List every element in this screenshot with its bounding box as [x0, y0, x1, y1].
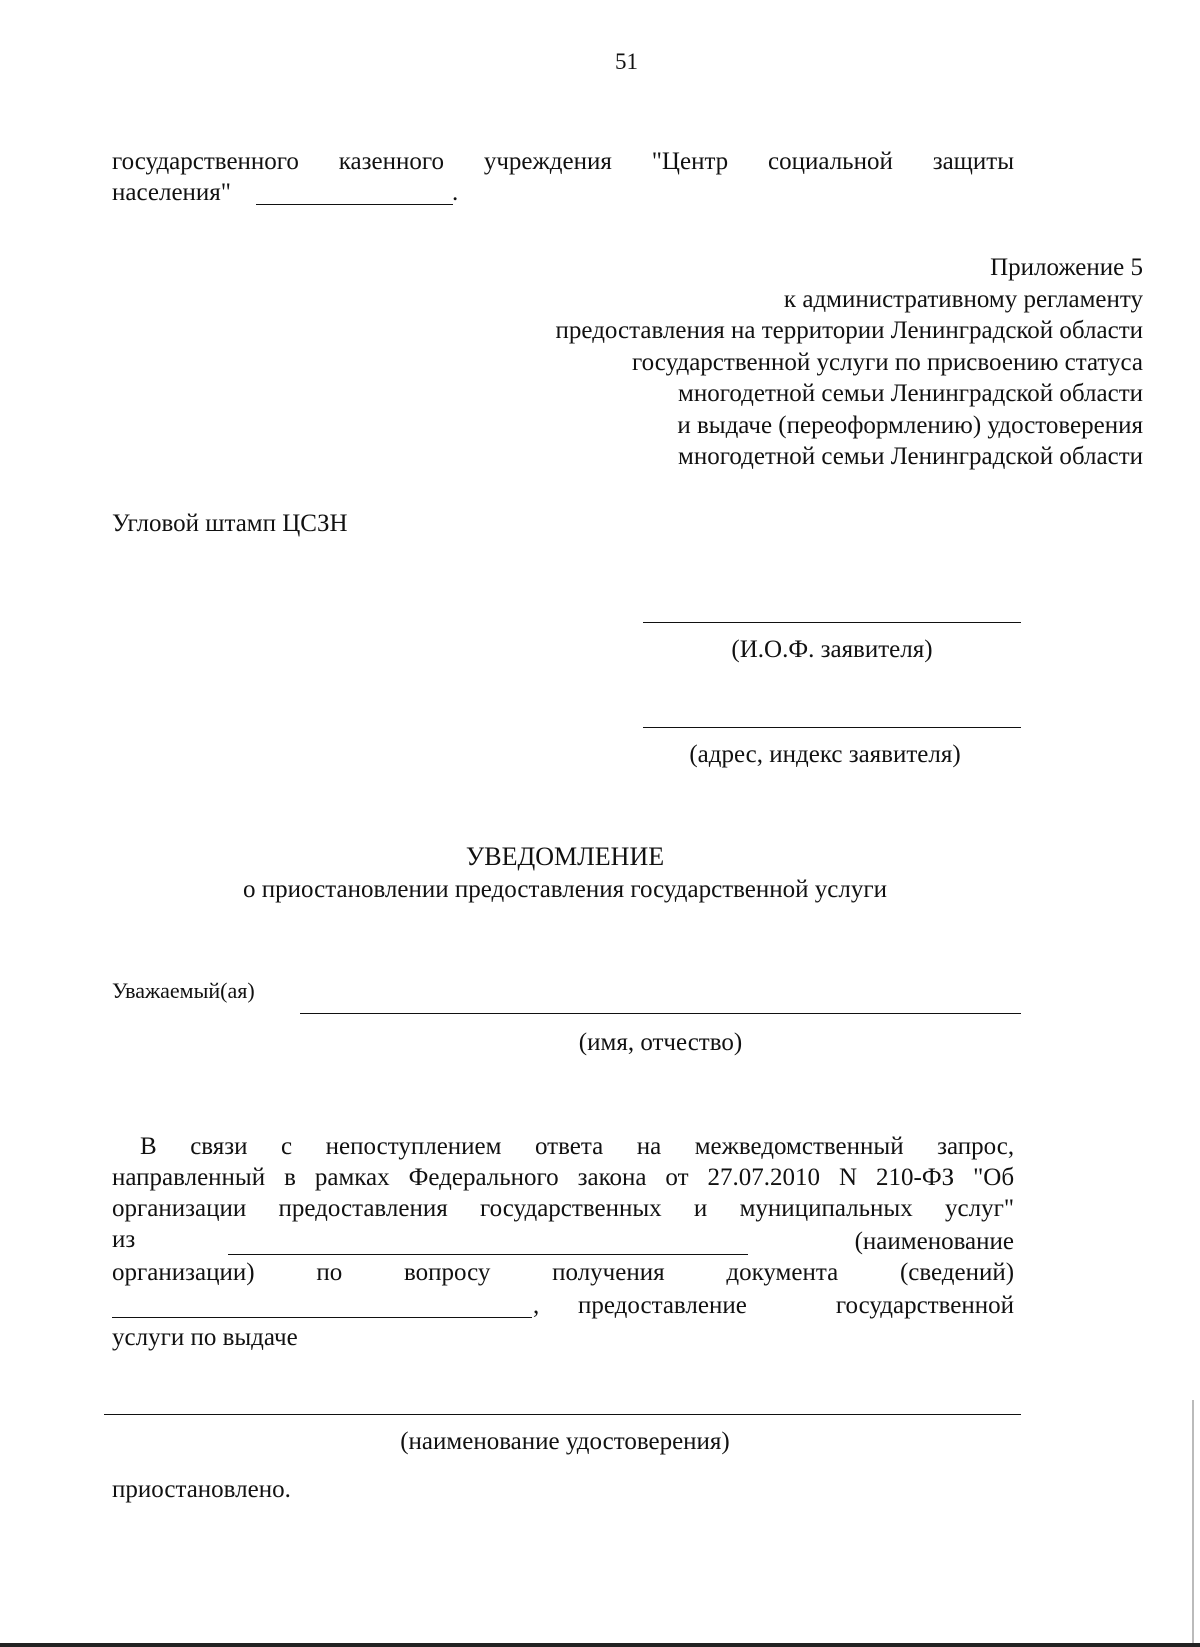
body-line-6-comma: , [533, 1292, 540, 1319]
appendix-line: предоставления на территории Ленинградской области [555, 317, 1143, 344]
document-blank-line [112, 1317, 532, 1318]
body-word: и [693, 1195, 708, 1222]
body-line-5 [112, 1257, 1014, 1288]
intro-word: социальной [768, 148, 893, 175]
body-word: запрос, [937, 1133, 1015, 1160]
body-line-4-from: из [112, 1226, 136, 1253]
greeting-caption: (имя, отчество) [578, 1029, 743, 1056]
intro-word: казенного [338, 148, 445, 175]
intro-blank-line [256, 204, 453, 205]
body-word: организации) [112, 1259, 255, 1286]
greeting-label: Уважаемый(ая) [112, 978, 255, 1003]
scan-edge-line [1192, 1400, 1194, 1643]
certificate-caption: (наименование удостоверения) [400, 1428, 730, 1455]
body-word: в [284, 1164, 296, 1191]
appendix-line: многодетной семьи Ленинградской области [678, 443, 1143, 470]
applicant-address-line [643, 727, 1021, 728]
body-word: с [281, 1133, 293, 1160]
body-word: организации [112, 1195, 247, 1222]
appendix-line: и выдаче (переоформлению) удостоверения [677, 411, 1143, 439]
appendix-line: многодетной семьи Ленинградской области [678, 380, 1143, 407]
applicant-address-caption: (адрес, индекс заявителя) [689, 741, 961, 768]
intro-word: защиты [932, 148, 1015, 175]
notice-subtitle: о приостановлении предоставления государственной услуги [243, 876, 887, 903]
scan-bottom-edge [0, 1643, 1200, 1647]
body-word: государственных [480, 1195, 662, 1222]
body-word: государственной [835, 1292, 1014, 1319]
body-word: рамках [314, 1164, 390, 1191]
body-word: связи [190, 1133, 248, 1160]
body-word: муниципальных [739, 1195, 913, 1222]
body-word: (сведений) [899, 1259, 1015, 1286]
body-word: предоставление [578, 1292, 747, 1319]
stamp-label: Угловой штамп ЦСЗН [112, 510, 348, 537]
intro-word: учреждения [483, 148, 612, 175]
body-word: закона [577, 1164, 647, 1191]
appendix-line: Приложение 5 [990, 254, 1143, 281]
body-word: Федерального [408, 1164, 559, 1191]
body-line-7: услуги по выдаче [112, 1324, 298, 1351]
organization-blank-line [228, 1254, 748, 1255]
appendix-line: к административному регламенту [783, 285, 1143, 313]
appendix-line: государственной услуги по присвоению статуса [632, 348, 1143, 376]
body-line-4-name-label: (наименование [854, 1228, 1014, 1255]
page-number: 51 [615, 49, 638, 74]
applicant-name-caption: (И.О.Ф. заявителя) [731, 636, 933, 663]
body-word: услуг" [945, 1195, 1015, 1222]
body-word: по [316, 1259, 343, 1286]
appendix-block [556, 252, 1143, 473]
body-word: 27.07.2010 [707, 1164, 820, 1191]
body-word: N [838, 1164, 858, 1191]
body-word: "Об [973, 1164, 1015, 1191]
body-word: документа [726, 1259, 839, 1286]
closing-text: приостановлено. [112, 1476, 291, 1503]
body-word: межведомственный [694, 1133, 904, 1160]
intro-word: "Центр [651, 148, 729, 175]
body-line-3 [112, 1193, 1014, 1224]
body-word: от [665, 1164, 689, 1191]
body-word: направленный [112, 1164, 266, 1191]
body-word: вопросу [403, 1259, 491, 1286]
body-word: на [636, 1133, 662, 1160]
certificate-blank-line [104, 1414, 1021, 1415]
intro-word: государственного [112, 148, 299, 175]
body-word: 210-ФЗ [876, 1164, 955, 1191]
body-word: получения [552, 1259, 665, 1286]
body-line-1 [140, 1131, 1014, 1162]
body-line-2 [112, 1162, 1014, 1193]
body-word: ответа [534, 1133, 604, 1160]
greeting-name-line [300, 1013, 1021, 1014]
intro-line-2: населения" [112, 179, 232, 206]
body-word: предоставления [278, 1195, 448, 1222]
body-word: В [140, 1133, 157, 1160]
body-word: непоступлением [325, 1133, 502, 1160]
applicant-name-line [643, 622, 1021, 623]
intro-period: . [452, 179, 459, 206]
body-line-6 [578, 1290, 1014, 1321]
intro-line-1 [112, 146, 1014, 177]
notice-title: УВЕДОМЛЕНИЕ [465, 842, 665, 871]
